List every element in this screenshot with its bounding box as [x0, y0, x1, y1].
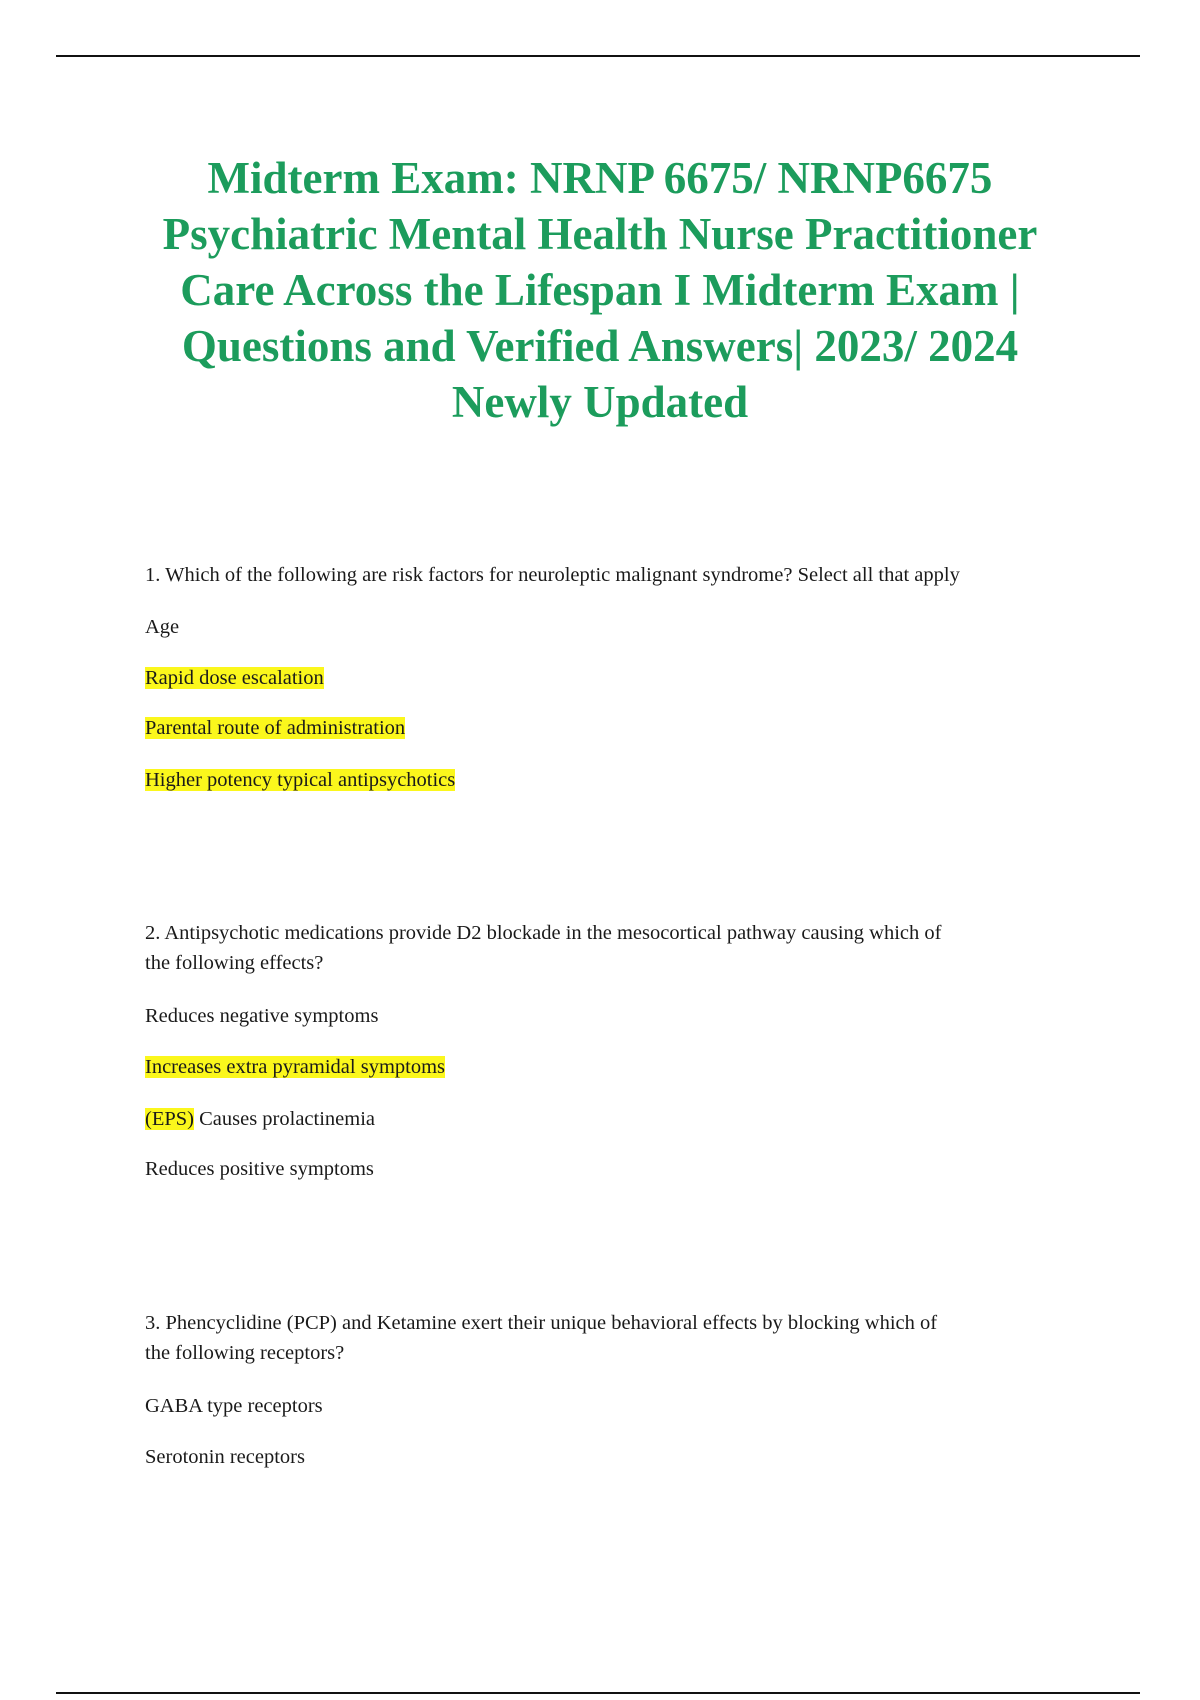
question-3-cont: the following receptors?	[145, 1342, 345, 1364]
highlighted-answer: Parental route of administration	[145, 717, 406, 739]
question-3: 3. Phencyclidine (PCP) and Ketamine exert their unique behavioral effects by blocking which of	[145, 1312, 938, 1334]
title-line: Questions and Verified Answers| 2023/ 2024	[181, 321, 1019, 371]
highlighted-answer: Rapid dose escalation	[145, 667, 324, 689]
option-correct	[145, 766, 455, 794]
highlighted-answer: Increases extra pyramidal symptoms	[145, 1056, 446, 1078]
option	[145, 613, 179, 641]
question-2-cont: the following effects?	[145, 952, 324, 974]
option	[145, 1105, 375, 1133]
title-line: Newly Updated	[451, 377, 749, 427]
document-title	[0, 150, 1200, 430]
question-1: 1. Which of the following are risk factors for neuroleptic malignant syndrome? Select all that apply	[145, 564, 960, 586]
option-text: Reduces negative symptoms	[145, 1005, 379, 1027]
option-text: Serotonin receptors	[145, 1446, 305, 1468]
option-text: GABA type receptors	[145, 1395, 323, 1417]
top-rule	[56, 55, 1140, 57]
title-line: Care Across the Lifespan I Midterm Exam |	[180, 265, 1020, 315]
option	[145, 1002, 378, 1030]
option-correct	[145, 664, 324, 692]
option-correct	[145, 1053, 445, 1081]
option	[145, 1443, 305, 1471]
highlighted-answer: Higher potency typical antipsychotics	[145, 769, 456, 791]
question-2: 2. Antipsychotic medications provide D2 blockade in the mesocortical pathway causing which of	[145, 922, 942, 944]
option-text: Reduces positive symptoms	[145, 1158, 374, 1180]
bottom-rule	[56, 1692, 1140, 1694]
option	[145, 1155, 374, 1183]
option	[145, 1392, 323, 1420]
option-text: Age	[145, 616, 180, 638]
option-text: Causes prolactinemia	[193, 1108, 376, 1130]
highlighted-answer: (EPS)	[145, 1108, 194, 1130]
option-correct	[145, 714, 405, 742]
title-line: Psychiatric Mental Health Nurse Practitioner	[162, 209, 1038, 259]
title-line: Midterm Exam: NRNP 6675/ NRNP6675	[207, 153, 993, 203]
